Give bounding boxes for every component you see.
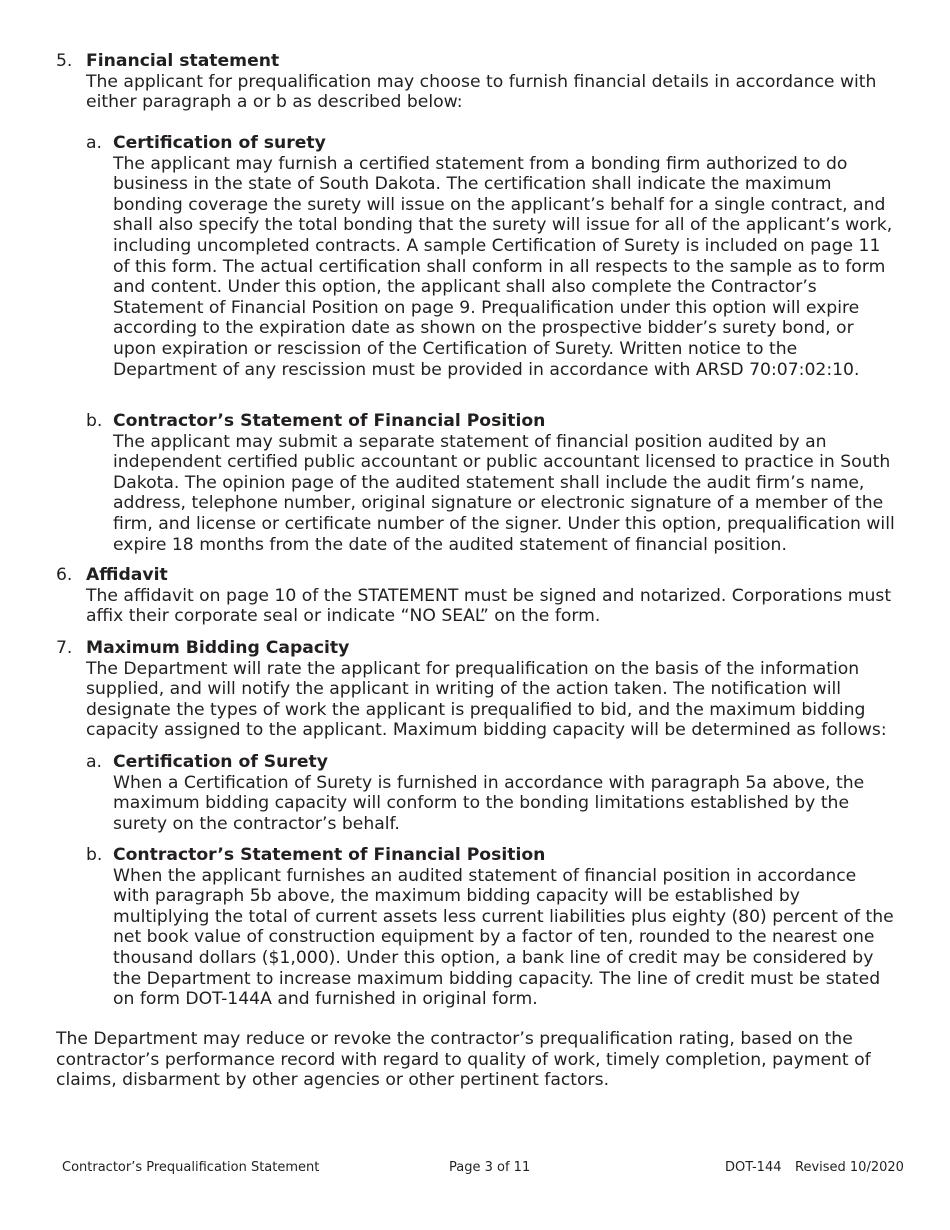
section-7a-title: Certification of Surety	[113, 752, 328, 772]
section-7a-letter: a.	[86, 752, 102, 772]
section-5a	[86, 133, 896, 380]
section-7b	[86, 845, 896, 1010]
section-5a-title: Certification of surety	[113, 133, 326, 153]
section-7-number: 7.	[56, 638, 73, 658]
section-7	[56, 638, 896, 741]
footer-form-number: DOT-144	[725, 1160, 782, 1175]
section-5b	[86, 411, 896, 555]
section-7a	[86, 752, 896, 834]
footer-page-number: Page 3 of 11	[449, 1160, 531, 1175]
section-5b-title: Contractor’s Statement of Financial Position	[113, 411, 546, 431]
section-7a-body: When a Certification of Surety is furnished in accordance with paragraph 5a above, the maximum bidding capacity will conform to the bonding limitations established by the surety on the contractor’s behalf.	[113, 772, 865, 834]
section-5a-letter: a.	[86, 133, 102, 153]
section-5-title: Financial statement	[86, 51, 280, 71]
section-5-number: 5.	[56, 51, 73, 71]
section-5b-body: The applicant may submit a separate statement of financial position audited by an independent certified public accountant or public accountant licensed to practice in South Dakota. The opinion page of the audited statement shall include the audit firm’s name, address, telephone number, original signature or electronic signature of a member of the firm, and license or certificate number of the signer. Under this option, prequalification will expire 18 months from the date of the audited statement of financial position.	[113, 431, 895, 555]
section-7-title: Maximum Bidding Capacity	[86, 638, 350, 658]
section-7b-body: When the applicant furnishes an audited statement of financial position in accordance with paragraph 5b above, the maximum bidding capacity will be established by multiplying the total of current assets less current liabilities plus eighty (80) percent of the net book value of construction equipment by a factor of ten, rounded to the nearest one thousand dollars ($1,000). Under this option, a bank line of credit may be considered by the Department to increase maximum bidding capacity. The line of credit must be stated on form DOT-144A and furnished in original form.	[113, 865, 894, 1010]
section-5a-body: The applicant may furnish a certified statement from a bonding firm authorized to do business in the state of South Dakota. The certification shall indicate the maximum bonding coverage the surety will issue on the applicant’s behalf for a single contract, and shall also specify the total bonding that the surety will issue for all of the applicant’s work, including uncompleted contracts. A sample Certification of Surety is included on page 11 of this form. The actual certification shall conform in all respects to the sample as to form and content. Under this option, the applicant shall also complete the Contractor’s Statement of Financial Position on page 9. Prequalification under this option will expire according to the expiration date as shown on the prospective bidder’s surety bond, or upon expiration or rescission of the Certification of Surety. Written notice to the Department of any rescission must be provided in accordance with ARSD 70:07:02:10.	[113, 153, 893, 380]
section-5b-letter: b.	[86, 411, 103, 431]
section-6-title: Affidavit	[86, 565, 168, 585]
section-7-intro: The Department will rate the applicant for prequalification on the basis of the information supplied, and will notify the applicant in writing of the action taken. The notification will designate the types of work the applicant is prequalified to bid, and the maximum bidding capacity assigned to the applicant. Maximum bidding capacity will be determined as follows:	[86, 658, 887, 741]
section-7b-title: Contractor’s Statement of Financial Position	[113, 845, 546, 865]
section-6	[56, 565, 896, 627]
section-6-number: 6.	[56, 565, 73, 585]
section-6-body: The affidavit on page 10 of the STATEMENT must be signed and notarized. Corporations must affix their corporate seal or indicate “NO SEAL” on the form.	[86, 585, 892, 627]
section-5-intro: The applicant for prequalification may choose to furnish financial details in accordance with either paragraph a or b as described below:	[86, 71, 877, 113]
footer-title: Contractor’s Prequalification Statement	[62, 1160, 320, 1175]
closing-paragraph: The Department may reduce or revoke the contractor’s prequalification rating, based on the contractor’s performance record with regard to quality of work, timely completion, payment of claims, disbarment by other agencies or other pertinent factors.	[56, 1029, 871, 1091]
footer-revised: Revised 10/2020	[795, 1160, 904, 1175]
section-5	[56, 51, 896, 113]
section-7b-letter: b.	[86, 845, 103, 865]
